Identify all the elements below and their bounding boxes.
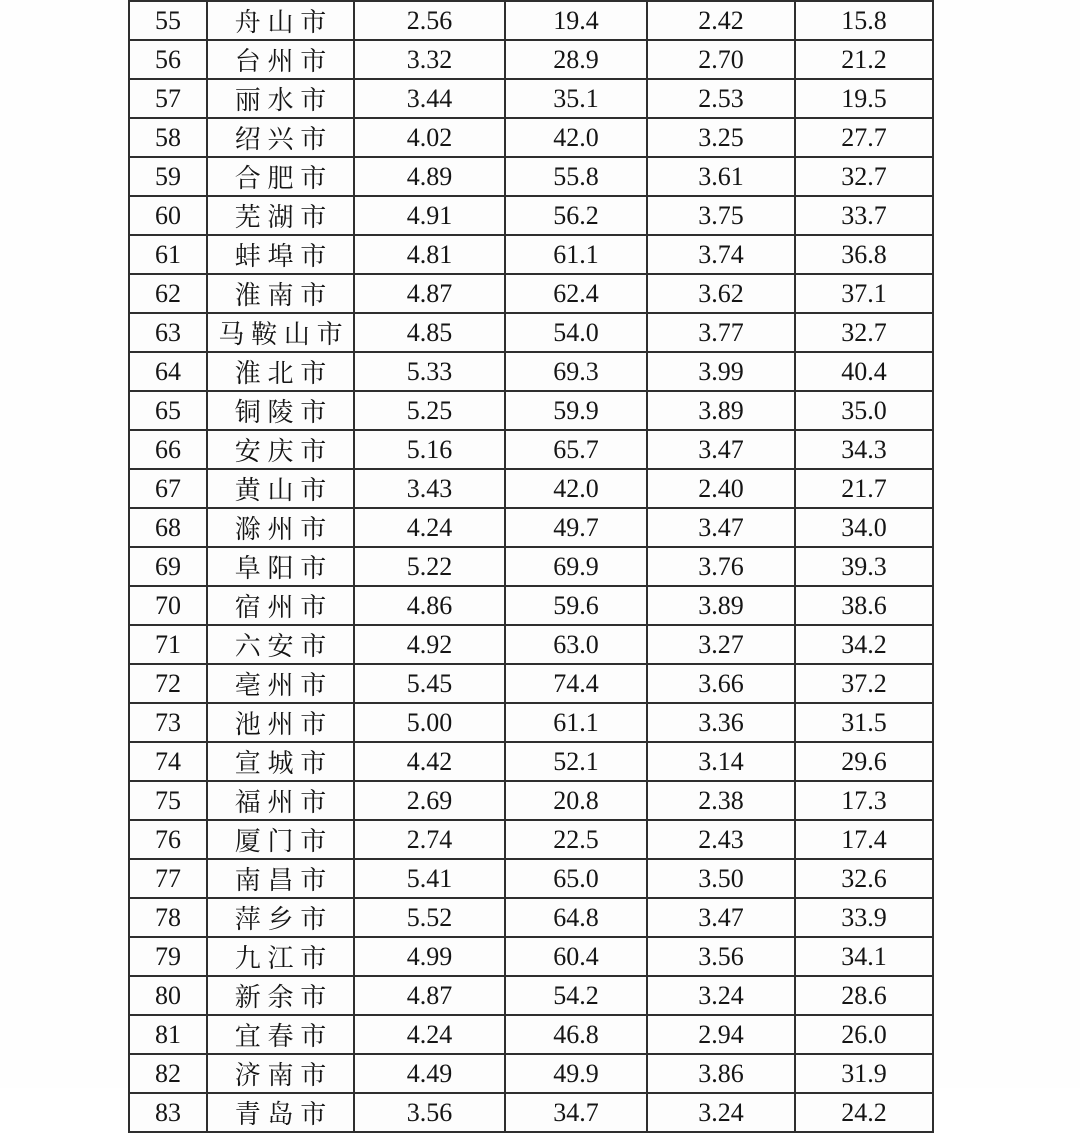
rank-cell: 83 <box>129 1093 207 1132</box>
table-row <box>129 703 933 742</box>
city-name: 亳州市 <box>234 671 334 700</box>
table-row <box>129 1 933 40</box>
value-cell-4: 37.2 <box>795 664 933 703</box>
value-cell-3: 2.43 <box>647 820 795 859</box>
value-cell-1: 3.32 <box>354 40 505 79</box>
table-row <box>129 820 933 859</box>
value-cell-4: 32.7 <box>795 157 933 196</box>
rank-cell: 70 <box>129 586 207 625</box>
value-cell-2: 34.7 <box>505 1093 647 1132</box>
value-cell-3: 2.38 <box>647 781 795 820</box>
value-cell-3: 3.50 <box>647 859 795 898</box>
value-cell-2: 22.5 <box>505 820 647 859</box>
value-cell-2: 61.1 <box>505 235 647 274</box>
value-cell-3: 3.89 <box>647 391 795 430</box>
value-cell-4: 32.7 <box>795 313 933 352</box>
city-name-cell <box>207 79 354 118</box>
value-cell-4: 34.3 <box>795 430 933 469</box>
value-cell-4: 33.9 <box>795 898 933 937</box>
city-name-cell <box>207 157 354 196</box>
city-name: 芜湖市 <box>234 203 334 232</box>
city-name-cell <box>207 313 354 352</box>
value-cell-1: 5.00 <box>354 703 505 742</box>
value-cell-1: 5.45 <box>354 664 505 703</box>
value-cell-4: 17.4 <box>795 820 933 859</box>
value-cell-3: 3.47 <box>647 898 795 937</box>
value-cell-1: 2.56 <box>354 1 505 40</box>
city-name-cell <box>207 742 354 781</box>
value-cell-2: 62.4 <box>505 274 647 313</box>
value-cell-4: 37.1 <box>795 274 933 313</box>
value-cell-3: 3.77 <box>647 313 795 352</box>
value-cell-2: 46.8 <box>505 1015 647 1054</box>
table-body <box>129 1 933 1132</box>
value-cell-3: 3.62 <box>647 274 795 313</box>
table-row <box>129 586 933 625</box>
value-cell-1: 5.33 <box>354 352 505 391</box>
value-cell-2: 60.4 <box>505 937 647 976</box>
city-name: 宜春市 <box>234 1022 334 1051</box>
value-cell-1: 4.85 <box>354 313 505 352</box>
table-row <box>129 976 933 1015</box>
value-cell-4: 27.7 <box>795 118 933 157</box>
value-cell-1: 4.86 <box>354 586 505 625</box>
value-cell-3: 3.86 <box>647 1054 795 1093</box>
rank-cell: 62 <box>129 274 207 313</box>
value-cell-1: 4.81 <box>354 235 505 274</box>
city-name: 台州市 <box>234 47 334 76</box>
city-name-cell <box>207 703 354 742</box>
value-cell-3: 2.42 <box>647 1 795 40</box>
city-name: 合肥市 <box>234 164 334 193</box>
table-row <box>129 469 933 508</box>
value-cell-1: 4.02 <box>354 118 505 157</box>
city-name: 黄山市 <box>234 476 334 505</box>
value-cell-4: 31.9 <box>795 1054 933 1093</box>
value-cell-1: 4.89 <box>354 157 505 196</box>
table-row <box>129 625 933 664</box>
value-cell-1: 5.22 <box>354 547 505 586</box>
table-row <box>129 235 933 274</box>
rank-cell: 76 <box>129 820 207 859</box>
table-row <box>129 430 933 469</box>
city-name-cell <box>207 508 354 547</box>
value-cell-1: 5.25 <box>354 391 505 430</box>
value-cell-2: 69.3 <box>505 352 647 391</box>
value-cell-4: 34.1 <box>795 937 933 976</box>
value-cell-3: 3.47 <box>647 508 795 547</box>
value-cell-3: 2.94 <box>647 1015 795 1054</box>
value-cell-4: 15.8 <box>795 1 933 40</box>
rank-cell: 65 <box>129 391 207 430</box>
city-name: 丽水市 <box>234 86 334 115</box>
city-name: 青岛市 <box>234 1100 334 1129</box>
value-cell-4: 24.2 <box>795 1093 933 1132</box>
table-row <box>129 742 933 781</box>
value-cell-1: 5.41 <box>354 859 505 898</box>
value-cell-2: 19.4 <box>505 1 647 40</box>
value-cell-2: 20.8 <box>505 781 647 820</box>
value-cell-2: 49.9 <box>505 1054 647 1093</box>
value-cell-4: 38.6 <box>795 586 933 625</box>
table-row <box>129 508 933 547</box>
table-row <box>129 196 933 235</box>
rank-cell: 78 <box>129 898 207 937</box>
city-name-cell <box>207 625 354 664</box>
table-row <box>129 352 933 391</box>
table-row <box>129 391 933 430</box>
value-cell-3: 3.76 <box>647 547 795 586</box>
city-name-cell <box>207 1 354 40</box>
city-name: 舟山市 <box>234 8 334 37</box>
city-name: 淮北市 <box>234 359 334 388</box>
rank-cell: 80 <box>129 976 207 1015</box>
city-name: 新余市 <box>234 983 334 1012</box>
value-cell-1: 2.69 <box>354 781 505 820</box>
city-name-cell <box>207 118 354 157</box>
city-name: 六安市 <box>234 632 334 661</box>
rank-cell: 56 <box>129 40 207 79</box>
city-name-cell <box>207 469 354 508</box>
city-name: 滁州市 <box>234 515 334 544</box>
city-name-cell <box>207 235 354 274</box>
rank-cell: 60 <box>129 196 207 235</box>
value-cell-1: 3.56 <box>354 1093 505 1132</box>
city-name: 铜陵市 <box>234 398 334 427</box>
rank-cell: 58 <box>129 118 207 157</box>
value-cell-4: 39.3 <box>795 547 933 586</box>
table-row <box>129 1093 933 1132</box>
value-cell-4: 21.7 <box>795 469 933 508</box>
city-name: 安庆市 <box>234 437 334 466</box>
rank-cell: 55 <box>129 1 207 40</box>
city-name: 南昌市 <box>234 866 334 895</box>
table-row <box>129 547 933 586</box>
table-row <box>129 781 933 820</box>
value-cell-1: 4.42 <box>354 742 505 781</box>
city-name: 福州市 <box>234 788 334 817</box>
rank-cell: 79 <box>129 937 207 976</box>
value-cell-1: 4.87 <box>354 274 505 313</box>
table-row <box>129 118 933 157</box>
value-cell-2: 65.0 <box>505 859 647 898</box>
value-cell-2: 42.0 <box>505 469 647 508</box>
rank-cell: 61 <box>129 235 207 274</box>
value-cell-2: 49.7 <box>505 508 647 547</box>
city-name: 池州市 <box>234 710 334 739</box>
value-cell-3: 3.66 <box>647 664 795 703</box>
table-row <box>129 313 933 352</box>
value-cell-4: 33.7 <box>795 196 933 235</box>
value-cell-3: 3.25 <box>647 118 795 157</box>
table-row <box>129 274 933 313</box>
value-cell-1: 4.99 <box>354 937 505 976</box>
city-name: 厦门市 <box>234 827 334 856</box>
value-cell-2: 54.2 <box>505 976 647 1015</box>
value-cell-3: 3.47 <box>647 430 795 469</box>
value-cell-3: 2.40 <box>647 469 795 508</box>
value-cell-4: 28.6 <box>795 976 933 1015</box>
rank-cell: 59 <box>129 157 207 196</box>
value-cell-4: 40.4 <box>795 352 933 391</box>
value-cell-2: 61.1 <box>505 703 647 742</box>
city-name-cell <box>207 976 354 1015</box>
table-row <box>129 157 933 196</box>
rank-cell: 82 <box>129 1054 207 1093</box>
table-row <box>129 1015 933 1054</box>
value-cell-3: 3.27 <box>647 625 795 664</box>
value-cell-4: 21.2 <box>795 40 933 79</box>
table-row <box>129 1054 933 1093</box>
rank-cell: 75 <box>129 781 207 820</box>
table-row <box>129 859 933 898</box>
value-cell-3: 3.36 <box>647 703 795 742</box>
value-cell-2: 52.1 <box>505 742 647 781</box>
city-name-cell <box>207 391 354 430</box>
city-name: 萍乡市 <box>234 905 334 934</box>
city-name: 阜阳市 <box>234 554 334 583</box>
value-cell-4: 31.5 <box>795 703 933 742</box>
value-cell-4: 36.8 <box>795 235 933 274</box>
value-cell-2: 42.0 <box>505 118 647 157</box>
city-name-cell <box>207 352 354 391</box>
value-cell-3: 2.70 <box>647 40 795 79</box>
value-cell-3: 3.74 <box>647 235 795 274</box>
value-cell-1: 3.43 <box>354 469 505 508</box>
city-name-cell <box>207 1054 354 1093</box>
value-cell-1: 5.16 <box>354 430 505 469</box>
city-name-cell <box>207 586 354 625</box>
value-cell-1: 4.24 <box>354 508 505 547</box>
value-cell-3: 3.89 <box>647 586 795 625</box>
table-row <box>129 937 933 976</box>
rank-cell: 69 <box>129 547 207 586</box>
value-cell-3: 3.75 <box>647 196 795 235</box>
value-cell-2: 63.0 <box>505 625 647 664</box>
value-cell-1: 2.74 <box>354 820 505 859</box>
city-name: 济南市 <box>234 1061 334 1090</box>
value-cell-2: 69.9 <box>505 547 647 586</box>
table-row <box>129 40 933 79</box>
value-cell-1: 4.91 <box>354 196 505 235</box>
value-cell-4: 29.6 <box>795 742 933 781</box>
rank-cell: 57 <box>129 79 207 118</box>
value-cell-2: 65.7 <box>505 430 647 469</box>
rank-cell: 77 <box>129 859 207 898</box>
value-cell-2: 54.0 <box>505 313 647 352</box>
city-name: 宿州市 <box>234 593 334 622</box>
rank-cell: 63 <box>129 313 207 352</box>
value-cell-1: 4.24 <box>354 1015 505 1054</box>
value-cell-4: 26.0 <box>795 1015 933 1054</box>
value-cell-3: 3.56 <box>647 937 795 976</box>
value-cell-4: 35.0 <box>795 391 933 430</box>
value-cell-3: 3.24 <box>647 976 795 1015</box>
value-cell-3: 2.53 <box>647 79 795 118</box>
value-cell-1: 4.49 <box>354 1054 505 1093</box>
value-cell-2: 59.6 <box>505 586 647 625</box>
city-name-cell <box>207 664 354 703</box>
city-name: 绍兴市 <box>234 125 334 154</box>
rank-cell: 71 <box>129 625 207 664</box>
rank-cell: 81 <box>129 1015 207 1054</box>
value-cell-4: 19.5 <box>795 79 933 118</box>
value-cell-1: 5.52 <box>354 898 505 937</box>
table-row <box>129 664 933 703</box>
value-cell-3: 3.99 <box>647 352 795 391</box>
value-cell-2: 59.9 <box>505 391 647 430</box>
rank-cell: 64 <box>129 352 207 391</box>
city-name-cell <box>207 937 354 976</box>
value-cell-4: 17.3 <box>795 781 933 820</box>
city-name: 宣城市 <box>234 749 334 778</box>
city-name: 蚌埠市 <box>234 242 334 271</box>
city-name-cell <box>207 1015 354 1054</box>
value-cell-2: 35.1 <box>505 79 647 118</box>
city-name: 淮南市 <box>234 281 334 310</box>
value-cell-4: 32.6 <box>795 859 933 898</box>
value-cell-2: 55.8 <box>505 157 647 196</box>
rank-cell: 74 <box>129 742 207 781</box>
value-cell-2: 64.8 <box>505 898 647 937</box>
city-name-cell <box>207 859 354 898</box>
value-cell-3: 3.61 <box>647 157 795 196</box>
city-name-cell <box>207 430 354 469</box>
city-name: 马鞍山市 <box>218 320 350 349</box>
value-cell-4: 34.2 <box>795 625 933 664</box>
city-name-cell <box>207 1093 354 1132</box>
city-name-cell <box>207 820 354 859</box>
table-row <box>129 898 933 937</box>
city-name-cell <box>207 40 354 79</box>
value-cell-1: 4.92 <box>354 625 505 664</box>
value-cell-1: 4.87 <box>354 976 505 1015</box>
value-cell-3: 3.14 <box>647 742 795 781</box>
value-cell-3: 3.24 <box>647 1093 795 1132</box>
city-name-cell <box>207 274 354 313</box>
rank-cell: 72 <box>129 664 207 703</box>
rank-cell: 67 <box>129 469 207 508</box>
rank-cell: 66 <box>129 430 207 469</box>
value-cell-4: 34.0 <box>795 508 933 547</box>
city-name: 九江市 <box>234 944 334 973</box>
value-cell-2: 28.9 <box>505 40 647 79</box>
city-name-cell <box>207 547 354 586</box>
city-statistics-table <box>128 0 934 1133</box>
table-row <box>129 79 933 118</box>
value-cell-1: 3.44 <box>354 79 505 118</box>
rank-cell: 73 <box>129 703 207 742</box>
city-name-cell <box>207 781 354 820</box>
value-cell-2: 56.2 <box>505 196 647 235</box>
city-name-cell <box>207 196 354 235</box>
city-name-cell <box>207 898 354 937</box>
rank-cell: 68 <box>129 508 207 547</box>
value-cell-2: 74.4 <box>505 664 647 703</box>
